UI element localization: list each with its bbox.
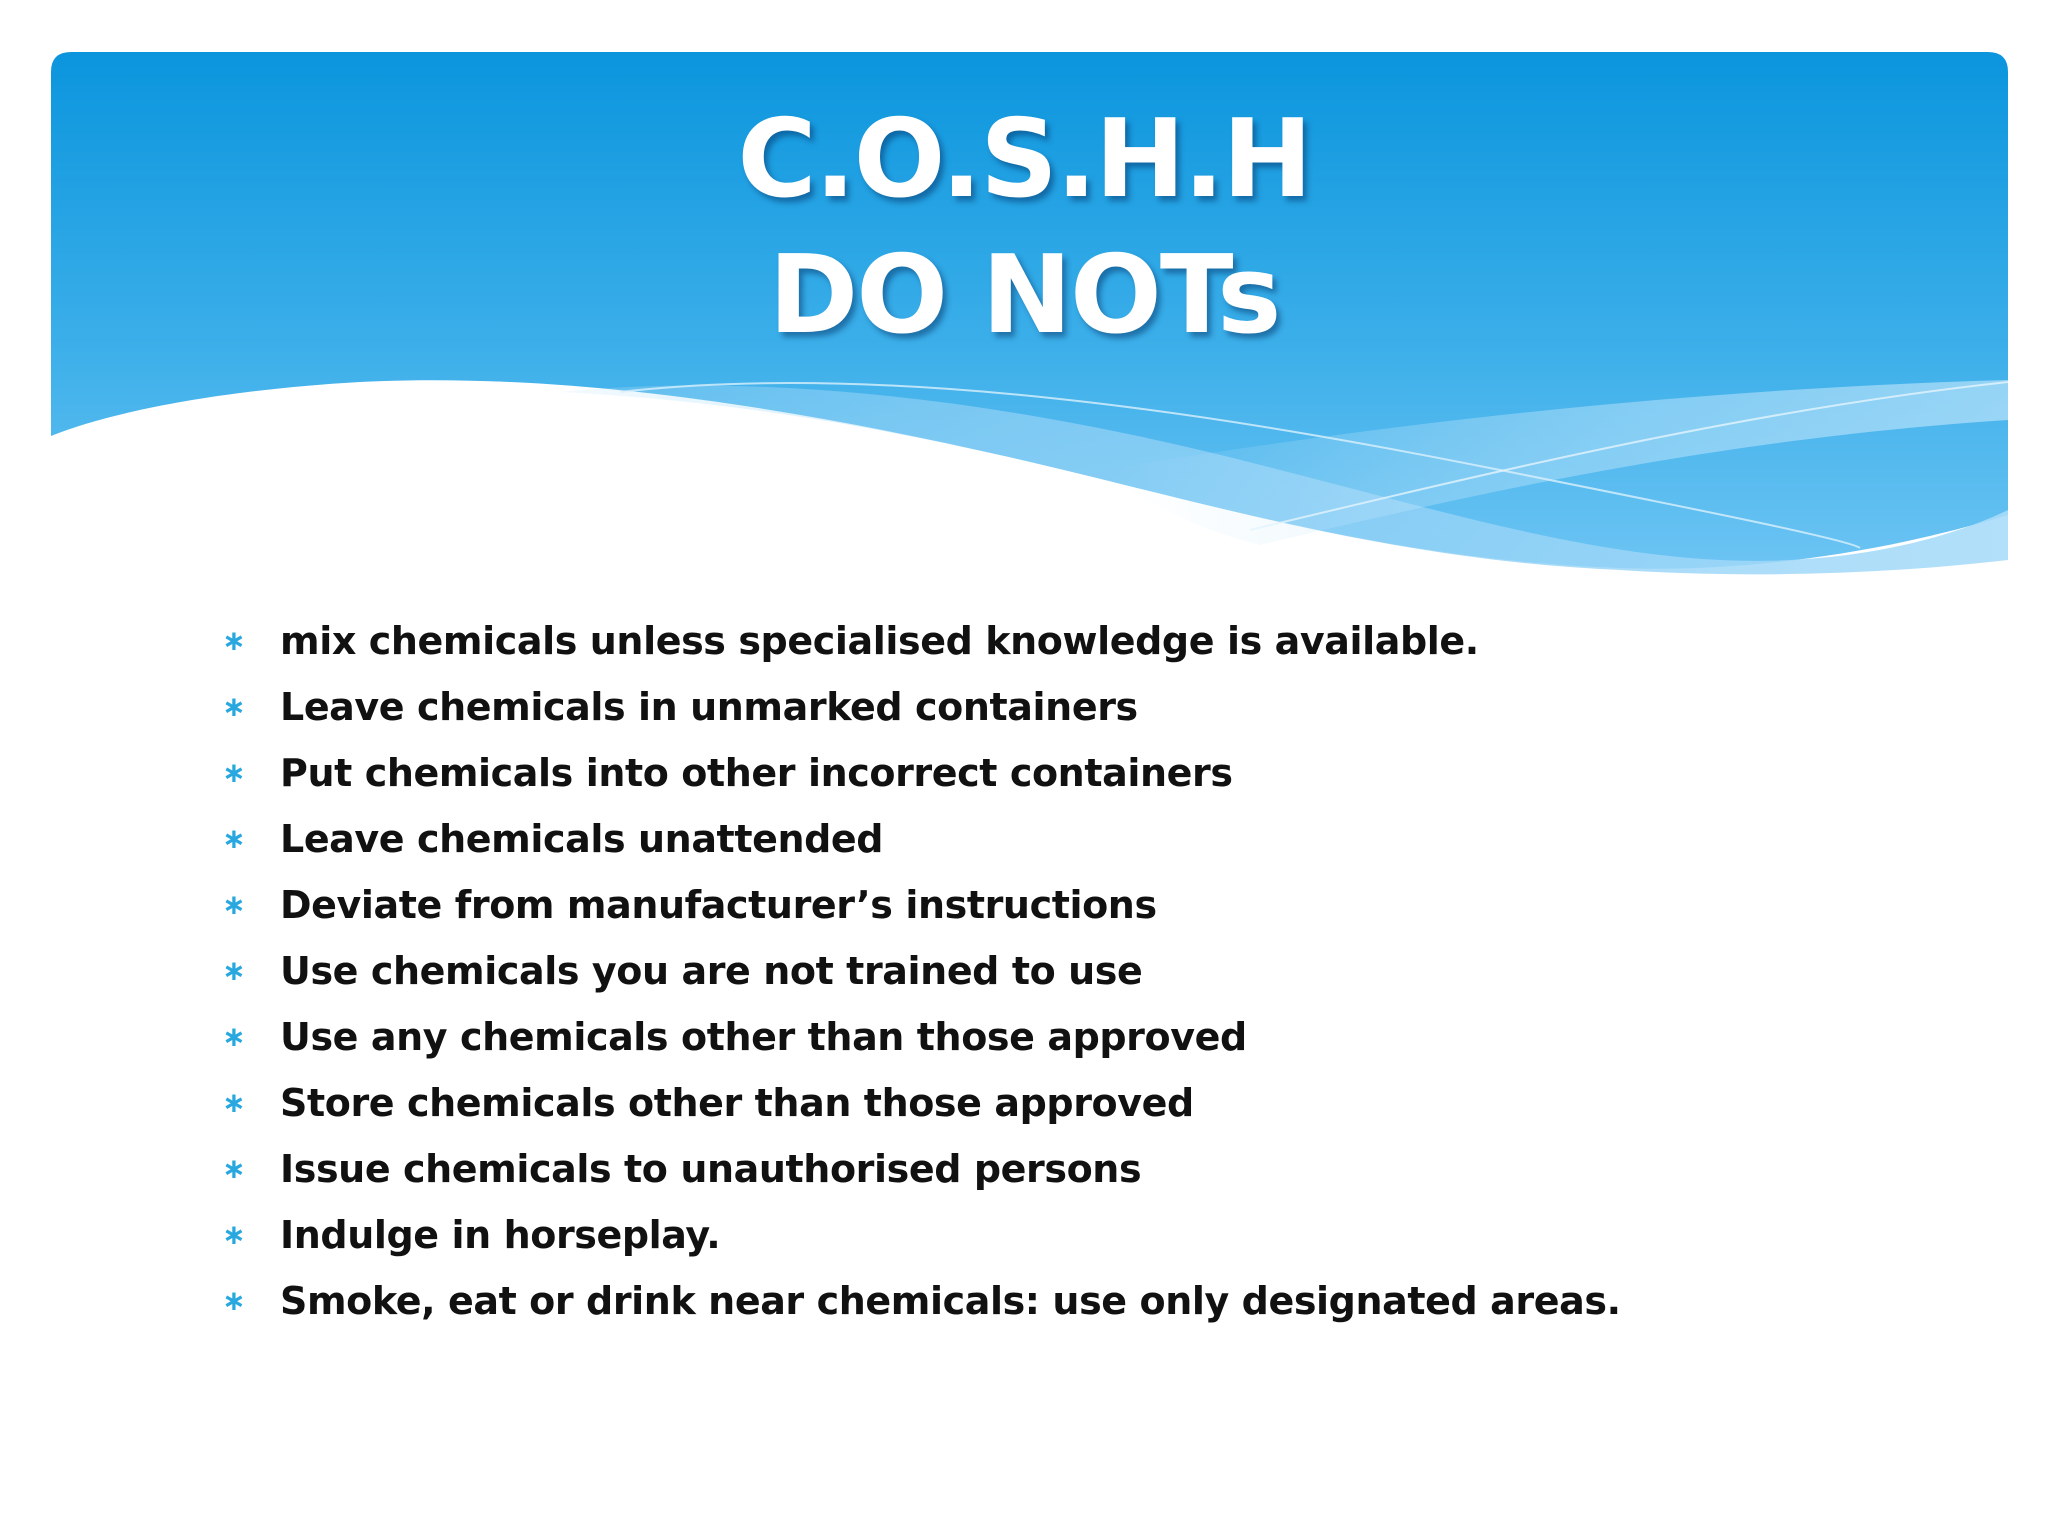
asterisk-bullet-icon: ∗: [222, 1086, 246, 1119]
asterisk-bullet-icon: ∗: [222, 1020, 246, 1053]
list-item: [212, 872, 1912, 938]
bullet-text: Use chemicals you are not trained to use: [280, 949, 1143, 993]
asterisk-bullet-icon: ∗: [222, 888, 246, 921]
list-item: [212, 1070, 1912, 1136]
asterisk-bullet-icon: ∗: [222, 624, 246, 657]
asterisk-bullet-icon: ∗: [222, 1152, 246, 1185]
list-item: [212, 740, 1912, 806]
bullet-text: Use any chemicals other than those approved: [280, 1015, 1247, 1059]
asterisk-bullet-icon: ∗: [222, 822, 246, 855]
bullet-text: Leave chemicals in unmarked containers: [280, 685, 1138, 729]
bullet-text: Issue chemicals to unauthorised persons: [280, 1147, 1142, 1191]
list-item: [212, 674, 1912, 740]
bullet-text: Indulge in horseplay.: [280, 1213, 721, 1257]
slide-title: [0, 92, 2048, 364]
list-item: [212, 608, 1912, 674]
list-item: [212, 1004, 1912, 1070]
title-line-1: C.O.S.H.H: [737, 97, 1311, 222]
bullet-text: Smoke, eat or drink near chemicals: use only designated areas.: [280, 1279, 1621, 1323]
bullet-text: Leave chemicals unattended: [280, 817, 884, 861]
asterisk-bullet-icon: ∗: [222, 690, 246, 723]
list-item: [212, 1202, 1912, 1268]
asterisk-bullet-icon: ∗: [222, 1284, 246, 1317]
bullet-text: Deviate from manufacturer’s instructions: [280, 883, 1157, 927]
bullet-text: Store chemicals other than those approved: [280, 1081, 1194, 1125]
bullet-text: mix chemicals unless specialised knowledge is available.: [280, 619, 1479, 663]
asterisk-bullet-icon: ∗: [222, 1218, 246, 1251]
list-item: [212, 1268, 1912, 1334]
list-item: [212, 1136, 1912, 1202]
list-item: [212, 806, 1912, 872]
list-item: [212, 938, 1912, 1004]
bullet-list: [212, 608, 1912, 1334]
asterisk-bullet-icon: ∗: [222, 756, 246, 789]
title-line-2: DO NOTs: [768, 233, 1280, 358]
asterisk-bullet-icon: ∗: [222, 954, 246, 987]
bullet-text: Put chemicals into other incorrect containers: [280, 751, 1233, 795]
